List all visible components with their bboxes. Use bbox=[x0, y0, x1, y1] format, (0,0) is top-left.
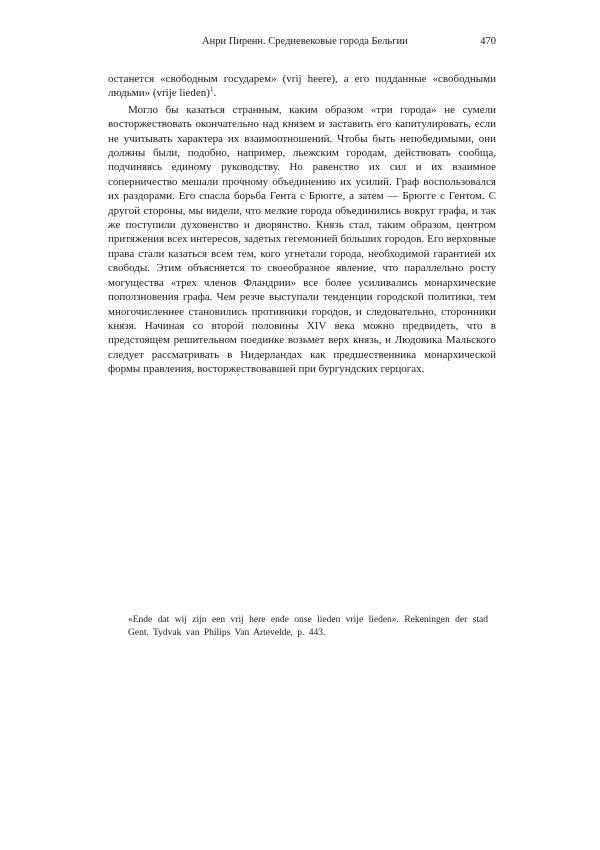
paragraph-2: Могло бы казаться странным, каким образом «три города» не сумели восторжествовать окончательно над князем и заставить его капитулировать, если не учитывать характера их взаимоотношений. Чтобы быть непобедимыми, они должны были, подобно, например, льежским городам, действовать сообща, подчиняясь единому руководству. Но равенство их сил и их взаимное соперничество мешали прочному объединению их усилий. Граф воспользовался их раздорами. Его спасла борьба Гента с Брюгге, а затем — Брюгге с Гентом. С другой стороны, мы видели, что мелкие города объединились вокруг графа, и так же поступили духовенство и дворянство. Князь стал, таким образом, центром притяжения всех интересов, задетых гегемонией больших городов. Его верховные права стали казаться всем тем, кого угнетали города, необходимой гарантией их свободы. Этим объясняется то своеобразное явление, что параллельно росту могущества «трех членов Фландрии» все более усиливались монархические поползновения графа. Чем резче выступали тенденции городской политики, тем многочисленнее становились противники городов, и следовательно, сторонники князя. Начиная со второй половины XIV века можно предвидеть, что в предстоящем решительном поединке возьмет верх князь, и Людовика Мальского следует рассматривать в Нидерландах как предшественника монархической формы правления, восторжествовавшей при бургундских герцогах. bbox=[108, 103, 496, 376]
paragraph-1-text: останется «свободным государем» (vrij heere), а его подданные «свободными людьми» (vrije lieden) bbox=[108, 73, 496, 100]
footnote bbox=[128, 614, 488, 640]
paragraph-1 bbox=[108, 72, 496, 101]
paragraph-1-end: . bbox=[213, 87, 217, 100]
running-header bbox=[108, 36, 496, 50]
page-number: 470 bbox=[480, 36, 496, 47]
running-title: Анри Пиренн. Средневековые города Бельгии bbox=[202, 36, 408, 47]
footnote-text: «Ende dat wij zijn een vrij here ende onse lieden vrije lieden». Rekeningen der stad Gent. Tydvak van Philips Van Artevelde, p. 443. bbox=[128, 615, 488, 638]
main-text bbox=[108, 72, 496, 377]
footnote-reference: 1 bbox=[209, 85, 214, 94]
